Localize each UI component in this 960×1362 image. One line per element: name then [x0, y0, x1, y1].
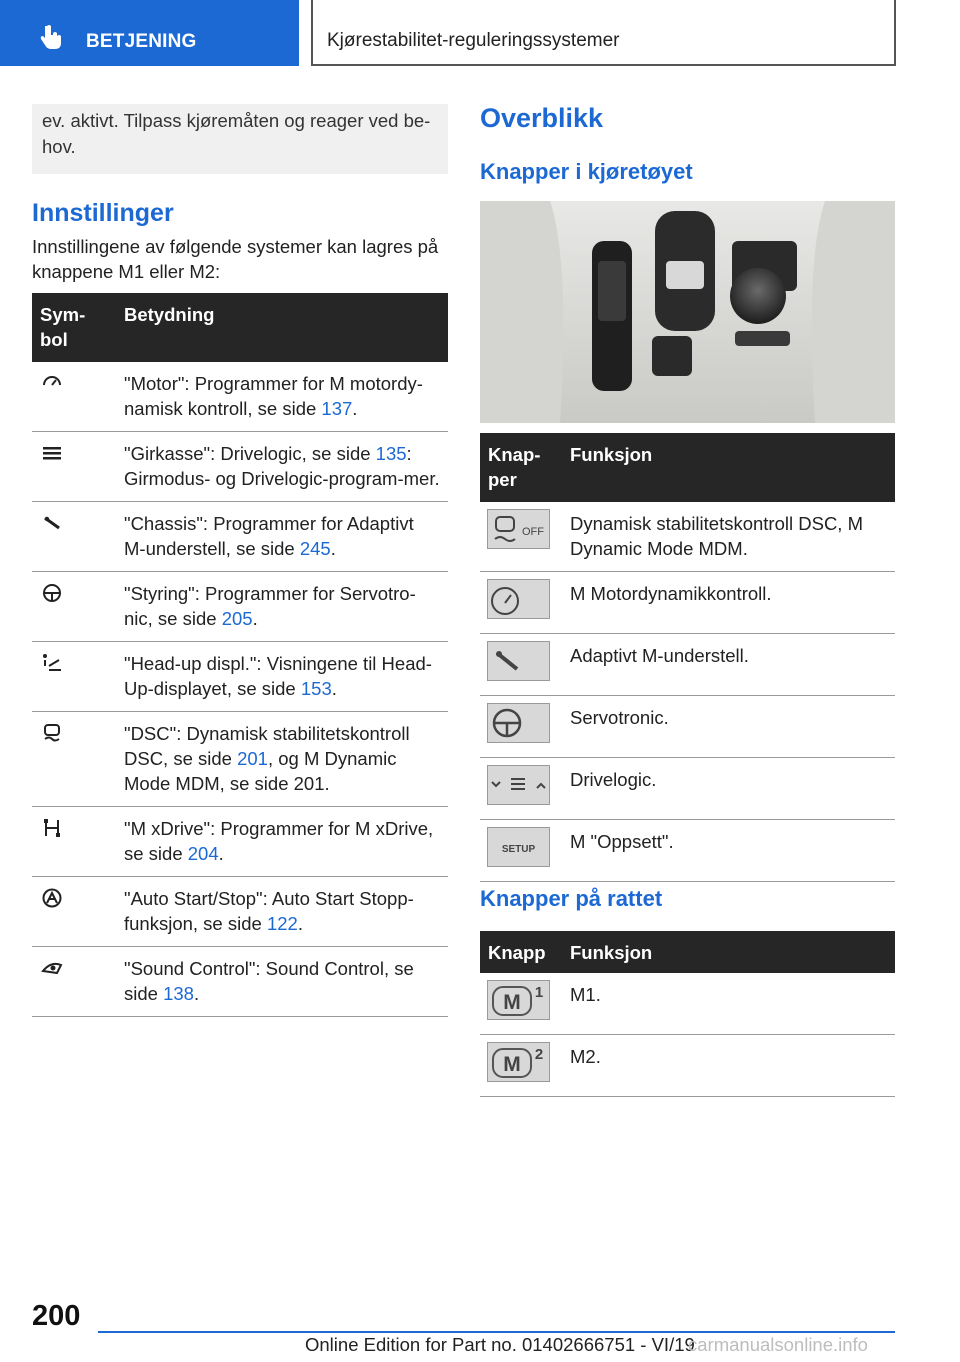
- footer-divider: [98, 1331, 895, 1333]
- m1-button-icon: [487, 980, 554, 1026]
- m2-button-icon: [487, 1042, 554, 1088]
- hand-pointer-icon: [38, 23, 66, 51]
- steering-button-icon: [487, 703, 554, 749]
- settings-row: [32, 712, 448, 807]
- page-number: 200: [32, 1300, 81, 1332]
- settings-row: [32, 947, 448, 1017]
- auto-start-stop-icon: [40, 887, 64, 909]
- button-row: [480, 634, 895, 696]
- settings-heading: Innstillinger: [32, 199, 174, 227]
- button-function: M1.: [562, 973, 895, 1035]
- settings-description: "Auto Start/Stop": Auto Start Stopp-funksjon, se side 122.: [116, 877, 448, 947]
- wheel-buttons-table: [480, 931, 895, 1097]
- chapter-title: Kjørestabilitet-reguleringssystemer: [327, 30, 620, 51]
- svg-text:M: M: [503, 991, 521, 1014]
- page-reference-link[interactable]: 153: [300, 678, 332, 699]
- button-function: Drivelogic.: [562, 758, 895, 820]
- svg-text:M: M: [503, 1053, 521, 1076]
- button-function: Servotronic.: [562, 696, 895, 758]
- settings-row: [32, 432, 448, 502]
- button-row: [480, 758, 895, 820]
- settings-description: "Sound Control": Sound Control, se side 138.: [116, 947, 448, 1017]
- page-reference-link[interactable]: 245: [299, 538, 331, 559]
- button-row: [480, 820, 895, 882]
- button-function: M "Oppsett".: [562, 820, 895, 882]
- settings-description: "M xDrive": Programmer for M xDrive, se side 204.: [116, 807, 448, 877]
- page-reference-link[interactable]: 122: [266, 913, 298, 934]
- setup-button-icon: [487, 827, 554, 873]
- chapter-header: [311, 0, 896, 66]
- drivelogic-button-icon: [487, 765, 554, 811]
- svg-text:OFF: OFF: [522, 526, 544, 538]
- settings-description: "Head-up displ.": Visningene til Head-Up-displayet, se side 153.: [116, 642, 448, 712]
- button-function: Dynamisk stabilitetskontroll DSC, M Dynamic Mode MDM.: [562, 502, 895, 572]
- page-reference-link[interactable]: 204: [187, 843, 219, 864]
- column-header-function: Funksjon: [562, 433, 895, 502]
- sound-control-icon: [40, 957, 64, 979]
- settings-row: [32, 362, 448, 432]
- button-function: M Motordynamikkontroll.: [562, 572, 895, 634]
- page-reference-link[interactable]: 201: [237, 748, 268, 769]
- xdrive-icon: [40, 817, 64, 839]
- settings-row: [32, 642, 448, 712]
- note-box: ev. aktivt. Tilpass kjøremåten og reager ved be-hov.: [32, 104, 448, 174]
- button-row: [480, 696, 895, 758]
- page-reference-link[interactable]: 138: [163, 983, 194, 1004]
- settings-description: "Girkasse": Drivelogic, se side 135: Girmodus- og Drivelogic-program-mer.: [116, 432, 448, 502]
- button-function: M2.: [562, 1035, 895, 1097]
- settings-description: "Chassis": Programmer for Adaptivt M-understell, se side 245.: [116, 502, 448, 572]
- button-row: [480, 1035, 895, 1097]
- chassis-icon: [40, 512, 64, 534]
- settings-row: [32, 877, 448, 947]
- settings-description: "Styring": Programmer for Servotro-nic, se side 205.: [116, 572, 448, 642]
- column-header-buttons: Knap-per: [480, 433, 562, 502]
- settings-table: [32, 293, 448, 1017]
- overview-heading: Overblikk: [480, 103, 604, 133]
- svg-text:SETUP: SETUP: [501, 844, 536, 855]
- settings-description: "DSC": Dynamisk stabilitetskontroll DSC, se side 201, og M Dynamic Mode MDM, se side 201.: [116, 712, 448, 807]
- column-header-symbol: Sym-bol: [32, 293, 116, 362]
- gauge-icon: [40, 372, 64, 394]
- button-row: [480, 502, 895, 572]
- head-up-display-icon: [40, 652, 64, 674]
- edition-text: Online Edition for Part no. 01402666751 - VI/19: [305, 1334, 695, 1355]
- svg-text:1: 1: [534, 984, 544, 1001]
- column-header-meaning: Betydning: [116, 293, 448, 362]
- column-header-button: Knapp: [480, 931, 562, 973]
- steering-wheel-icon: [40, 582, 64, 604]
- dsc-off-button-icon: [487, 509, 554, 555]
- drivelogic-icon: [40, 442, 64, 464]
- svg-text:2: 2: [534, 1046, 544, 1063]
- watermark: carmanualsonline.info: [688, 1334, 868, 1355]
- section-label: BETJENING: [86, 31, 197, 52]
- column-header-function: Funksjon: [562, 931, 895, 973]
- center-console-photo: [480, 201, 895, 423]
- settings-row: [32, 502, 448, 572]
- vehicle-buttons-table: [480, 433, 895, 882]
- button-row: [480, 572, 895, 634]
- wheel-buttons-heading: Knapper på rattet: [480, 886, 663, 911]
- page-reference-link[interactable]: 205: [221, 608, 253, 629]
- page-reference-link[interactable]: 135: [375, 443, 407, 464]
- button-row: [480, 973, 895, 1035]
- settings-row: [32, 572, 448, 642]
- chassis-button-icon: [487, 641, 554, 687]
- page-reference-link[interactable]: 137: [321, 398, 353, 419]
- vehicle-buttons-heading: Knapper i kjøretøyet: [480, 159, 693, 184]
- button-function: Adaptivt M-understell.: [562, 634, 895, 696]
- settings-description: "Motor": Programmer for M motordy-namisk kontroll, se side 137.: [116, 362, 448, 432]
- dsc-icon: [40, 722, 64, 744]
- gauge-button-icon: [487, 579, 554, 625]
- section-tab: [0, 0, 299, 66]
- settings-intro: Innstillingene av følgende systemer kan lagres på knappene M1 eller M2:: [32, 236, 439, 282]
- settings-row: [32, 807, 448, 877]
